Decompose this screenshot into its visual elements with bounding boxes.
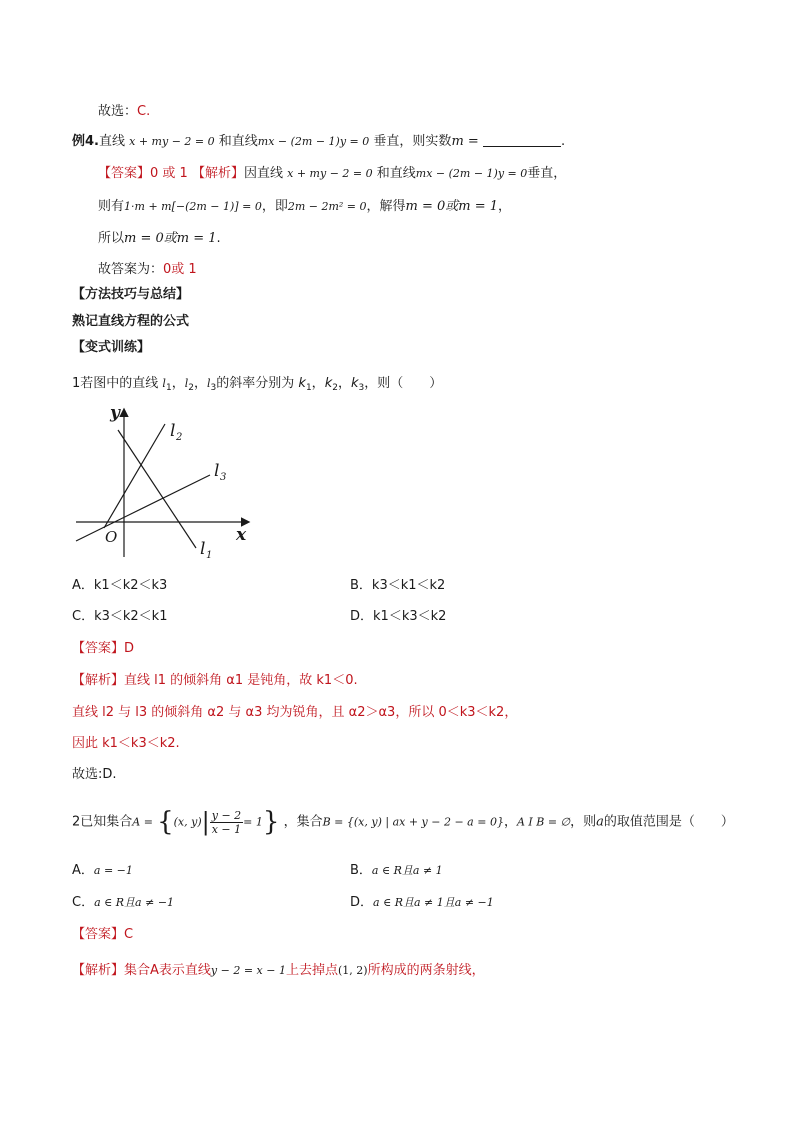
- l3-subscript: 3: [220, 472, 227, 483]
- q2-answer: 【答案】C: [72, 927, 134, 942]
- variant-title: 【变式训练】: [72, 340, 151, 355]
- line-l3: [76, 475, 210, 541]
- q2-option-c[interactable]: C．a ∈ R且a ≠ −1: [72, 895, 175, 910]
- q1-explanation-1: 【解析】直线 l1 的倾斜角 α1 是钝角，故 k1＜0.: [72, 673, 358, 688]
- q1-explanation-2: 直线 l2 与 l3 的倾斜角 α2 与 α3 均为锐角，且 α2＞α3，所以 0＜k3＜k2，: [72, 705, 518, 720]
- q2-option-d[interactable]: D．a ∈ R且a ≠ 1且a ≠ −1: [350, 895, 494, 910]
- example-4-final: 故答案为：0或 1: [98, 262, 197, 277]
- q2-option-b[interactable]: B．a ∈ R且a ≠ 1: [350, 863, 443, 878]
- l3-label: l: [214, 461, 220, 481]
- lines-figure: [68, 402, 258, 572]
- example-4-answer: 【答案】0 或 1 【解析】因直线 x + my − 2 = 0 和直线mx − (2m − 1)y = 0垂直，: [98, 166, 567, 181]
- y-label: y: [110, 403, 120, 423]
- question-2-stem: 2已知集合A = {(x, y)| $\frac{y - 2}{x - 1}$ = 1} ，集合B = {(x, y) | ax + y − 2 − a = 0}，A I B = ∅，则a的取值范围是（ ）: [72, 807, 734, 837]
- q1-option-a[interactable]: A．k1＜k2＜k3: [72, 578, 168, 593]
- method-subtitle: 熟记直线方程的公式: [72, 314, 190, 329]
- example-4-question: 例4.直线 x + my − 2 = 0 和直线mx − (2m − 1)y = 0 垂直，则实数m = .: [72, 134, 566, 149]
- q1-explanation-3: 因此 k1＜k3＜k2.: [72, 736, 180, 751]
- q1-option-d[interactable]: D．k1＜k3＜k2: [350, 609, 447, 624]
- fraction: $\frac{y - 2}{x - 1}$: [211, 808, 242, 836]
- l1-subscript: 1: [206, 550, 213, 561]
- q1-option-b[interactable]: B．k3＜k1＜k2: [350, 578, 446, 593]
- l2-label: l: [170, 421, 176, 441]
- example-4-step-2: 所以m = 0或m = 1.: [98, 231, 221, 246]
- choice-line: 故选：C.: [98, 104, 151, 119]
- origin-label: O: [105, 528, 118, 546]
- example-label: 例4.: [72, 134, 99, 149]
- q1-final: 故选:D.: [72, 767, 117, 782]
- answer-blank: [483, 134, 561, 147]
- q2-explanation: 【解析】集合A表示直线y − 2 = x − 1上去掉点(1, 2)所构成的两条射线，: [72, 963, 485, 978]
- l2-subscript: 2: [176, 432, 183, 443]
- line-l1: [118, 430, 196, 548]
- x-label: x: [236, 525, 247, 545]
- q1-answer: 【答案】D: [72, 641, 135, 656]
- method-title: 【方法技巧与总结】: [72, 287, 190, 302]
- l1-label: l: [200, 539, 206, 559]
- question-1-stem: 1若图中的直线 $l_1$，$l_2$，$l_3$的斜率分别为 $k_1$，$k_2$，$k_3$，则（ ）: [72, 376, 443, 393]
- q2-option-a[interactable]: A．a = −1: [72, 863, 133, 878]
- q1-option-c[interactable]: C．k3＜k2＜k1: [72, 609, 168, 624]
- example-4-step-1: 则有1·m + m[−(2m − 1)] = 0，即2m − 2m² = 0，解得m = 0或m = 1，: [98, 199, 512, 214]
